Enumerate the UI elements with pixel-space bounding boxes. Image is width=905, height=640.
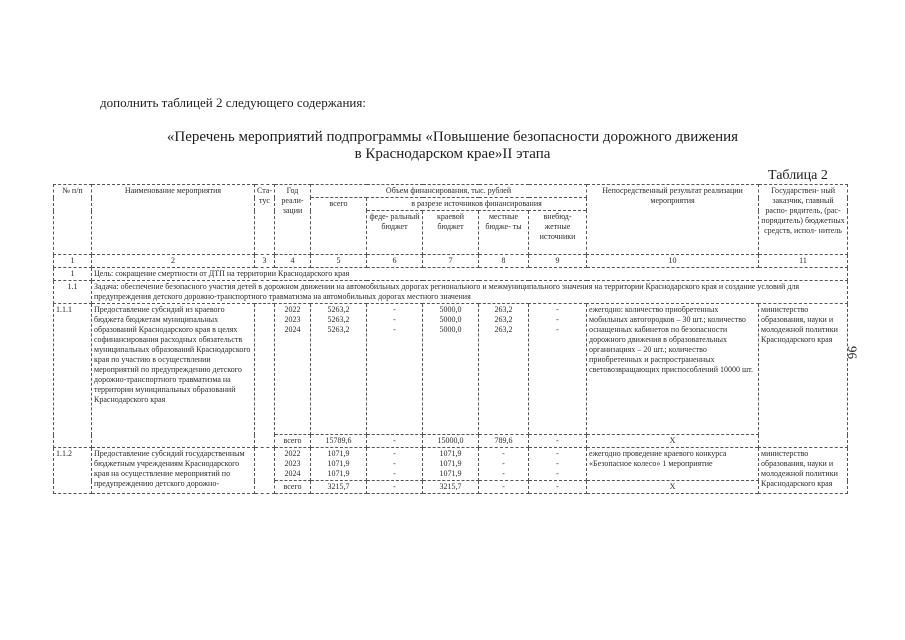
extra-value: - [556, 315, 559, 324]
local-value: 263,2 [494, 325, 513, 334]
extra-value: - [556, 469, 559, 478]
extra-value: - [556, 459, 559, 468]
item2-extra [529, 448, 587, 481]
measures-table [53, 184, 848, 494]
item1-result: ежегодно: количество приобретенных мобильных автогородков – 30 шт.; количество оснащенных кабинетов по безопасности дорожного движения в образовательных организациях – 20 шт.; количество приобретенных и распространенных световозвращающих приспособлений 10000 шт. [587, 304, 759, 435]
total-value: 5263,2 [327, 325, 350, 334]
document-title-line-2: в Краснодарском крае»II этапа [354, 146, 551, 162]
col-number: 1 [54, 255, 92, 268]
col-number: 11 [759, 255, 848, 268]
col-number: 8 [479, 255, 529, 268]
item1-sum-regional: 15000,0 [423, 435, 479, 448]
item2-regional [423, 448, 479, 481]
item1-federal [367, 304, 423, 435]
federal-value: - [393, 325, 396, 334]
item2-name: Предоставление субсидий государственным бюджетным учреждениям Краснодарского края на осуществление мероприятий по предупреждению детского дорожно- [92, 448, 255, 494]
federal-value: - [393, 305, 396, 314]
extra-value: - [556, 305, 559, 314]
year-value: 2023 [284, 459, 301, 468]
year-value: 2022 [284, 305, 301, 314]
regional-value: 5000,0 [439, 315, 462, 324]
col-number: 7 [423, 255, 479, 268]
header-federal: феде- ральный бюджет [367, 211, 423, 255]
table-label: Таблица 2 [768, 168, 828, 183]
col-number: 6 [367, 255, 423, 268]
item1-num: 1.1.1 [54, 304, 92, 448]
page-number: 96 [845, 346, 860, 359]
federal-value: - [393, 315, 396, 324]
total-value: 1071,9 [327, 469, 350, 478]
header-extra: внебюд- жетные источники [529, 211, 587, 255]
item2-sum-regional: 3215,7 [423, 481, 479, 494]
goal-num: 1 [54, 268, 92, 281]
federal-value: - [393, 459, 396, 468]
extra-value: - [556, 325, 559, 334]
header-result: Непосредственный результат реализации мероприятия [587, 185, 759, 255]
total-value: 5263,2 [327, 315, 350, 324]
header-status: Ста- тус [255, 185, 275, 255]
goal-row [54, 268, 848, 281]
header-customer: Государствен- ный заказчик, главный распо- рядитель, (рас- порядитель) бюджетных средств, испол- нитель [759, 185, 848, 255]
year-value: 2024 [284, 469, 301, 478]
header-year: Год реали- зации [275, 185, 311, 255]
total-value: 5263,2 [327, 305, 350, 314]
item1-result-x: X [587, 435, 759, 448]
item2-years [275, 448, 311, 481]
table-row [54, 448, 848, 481]
item1-extra [529, 304, 587, 435]
local-value: 263,2 [494, 315, 513, 324]
header-by-source: в разрезе источников финансирования [367, 198, 587, 211]
item2-local [479, 448, 529, 481]
federal-value: - [393, 449, 396, 458]
regional-value: 1071,9 [439, 469, 462, 478]
item1-customer: министерство образования, науки и молодежной политики Краснодарского края [759, 304, 848, 448]
item2-status [255, 448, 275, 494]
header-num: № п/п [54, 185, 92, 255]
local-value: - [502, 449, 505, 458]
item1-status [255, 304, 275, 448]
col-number: 9 [529, 255, 587, 268]
local-value: - [502, 459, 505, 468]
task-row [54, 281, 848, 304]
header-local: местные бюдже- ты [479, 211, 529, 255]
item2-sum-federal: - [367, 481, 423, 494]
header-funding-total: Объем финансирования, тыс. рублей [311, 185, 587, 198]
header-regional: краевой бюджет [423, 211, 479, 255]
item2-result: ежегодно проведение краевого конкурса «Безопасное колесо» 1 мероприятие [587, 448, 759, 481]
item1-sum-federal: - [367, 435, 423, 448]
year-value: 2024 [284, 325, 301, 334]
item1-sum-local: 789,6 [479, 435, 529, 448]
federal-value: - [393, 469, 396, 478]
col-number: 10 [587, 255, 759, 268]
col-number: 4 [275, 255, 311, 268]
item1-totals [311, 304, 367, 435]
local-value: - [502, 469, 505, 478]
col-number: 2 [92, 255, 255, 268]
item1-years [275, 304, 311, 435]
item1-sum-extra: - [529, 435, 587, 448]
goal-text: Цель: сокращение смертности от ДТП на территории Краснодарского края [92, 268, 848, 281]
item2-sum-total: 3215,7 [311, 481, 367, 494]
regional-value: 1071,9 [439, 459, 462, 468]
item2-customer: министерство образования, науки и молодежной политики Краснодарского края [759, 448, 848, 494]
table-row [54, 304, 848, 435]
item2-sum-local: - [479, 481, 529, 494]
year-value: 2022 [284, 449, 301, 458]
item1-sum-total: 15789,6 [311, 435, 367, 448]
total-value: 1071,9 [327, 459, 350, 468]
item2-sum-extra: - [529, 481, 587, 494]
regional-value: 1071,9 [439, 449, 462, 458]
item2-result-x: X [587, 481, 759, 494]
regional-value: 5000,0 [439, 305, 462, 314]
item1-regional [423, 304, 479, 435]
item2-sum-label: всего [275, 481, 311, 494]
col-number: 5 [311, 255, 367, 268]
item2-num: 1.1.2 [54, 448, 92, 494]
item1-local [479, 304, 529, 435]
header-total: всего [311, 198, 367, 255]
document-title-line-1: «Перечень мероприятий подпрограммы «Повышение безопасности дорожного движения [166, 129, 739, 145]
item1-sum-label: всего [275, 435, 311, 448]
item1-name: Предоставление субсидий из краевого бюджета бюджетам муниципальных образований Краснодарского края в целях софинансирования расходных обязательств муниципальных образований Краснодарского края по участию в осуществлении мероприятий по предупреждению детского дорожно-транспортного травматизма на территории муниципальных образований Краснодарского края [92, 304, 255, 448]
total-value: 1071,9 [327, 449, 350, 458]
year-value: 2023 [284, 315, 301, 324]
regional-value: 5000,0 [439, 325, 462, 334]
col-number: 3 [255, 255, 275, 268]
task-text: Задача: обеспечение безопасного участия детей в дорожном движении на автомобильных дорогах регионального и межмуниципального значения на территории Краснодарского края и создание условий для предупреждения детского дорожно-транспортного травматизма на автомобильных дорогах местного значения [92, 281, 848, 304]
header-name: Наименование мероприятия [92, 185, 255, 255]
item2-totals [311, 448, 367, 481]
task-num: 1.1 [54, 281, 92, 304]
extra-value: - [556, 449, 559, 458]
local-value: 263,2 [494, 305, 513, 314]
intro-text: дополнить таблицей 2 следующего содержания: [100, 95, 366, 110]
item2-federal [367, 448, 423, 481]
